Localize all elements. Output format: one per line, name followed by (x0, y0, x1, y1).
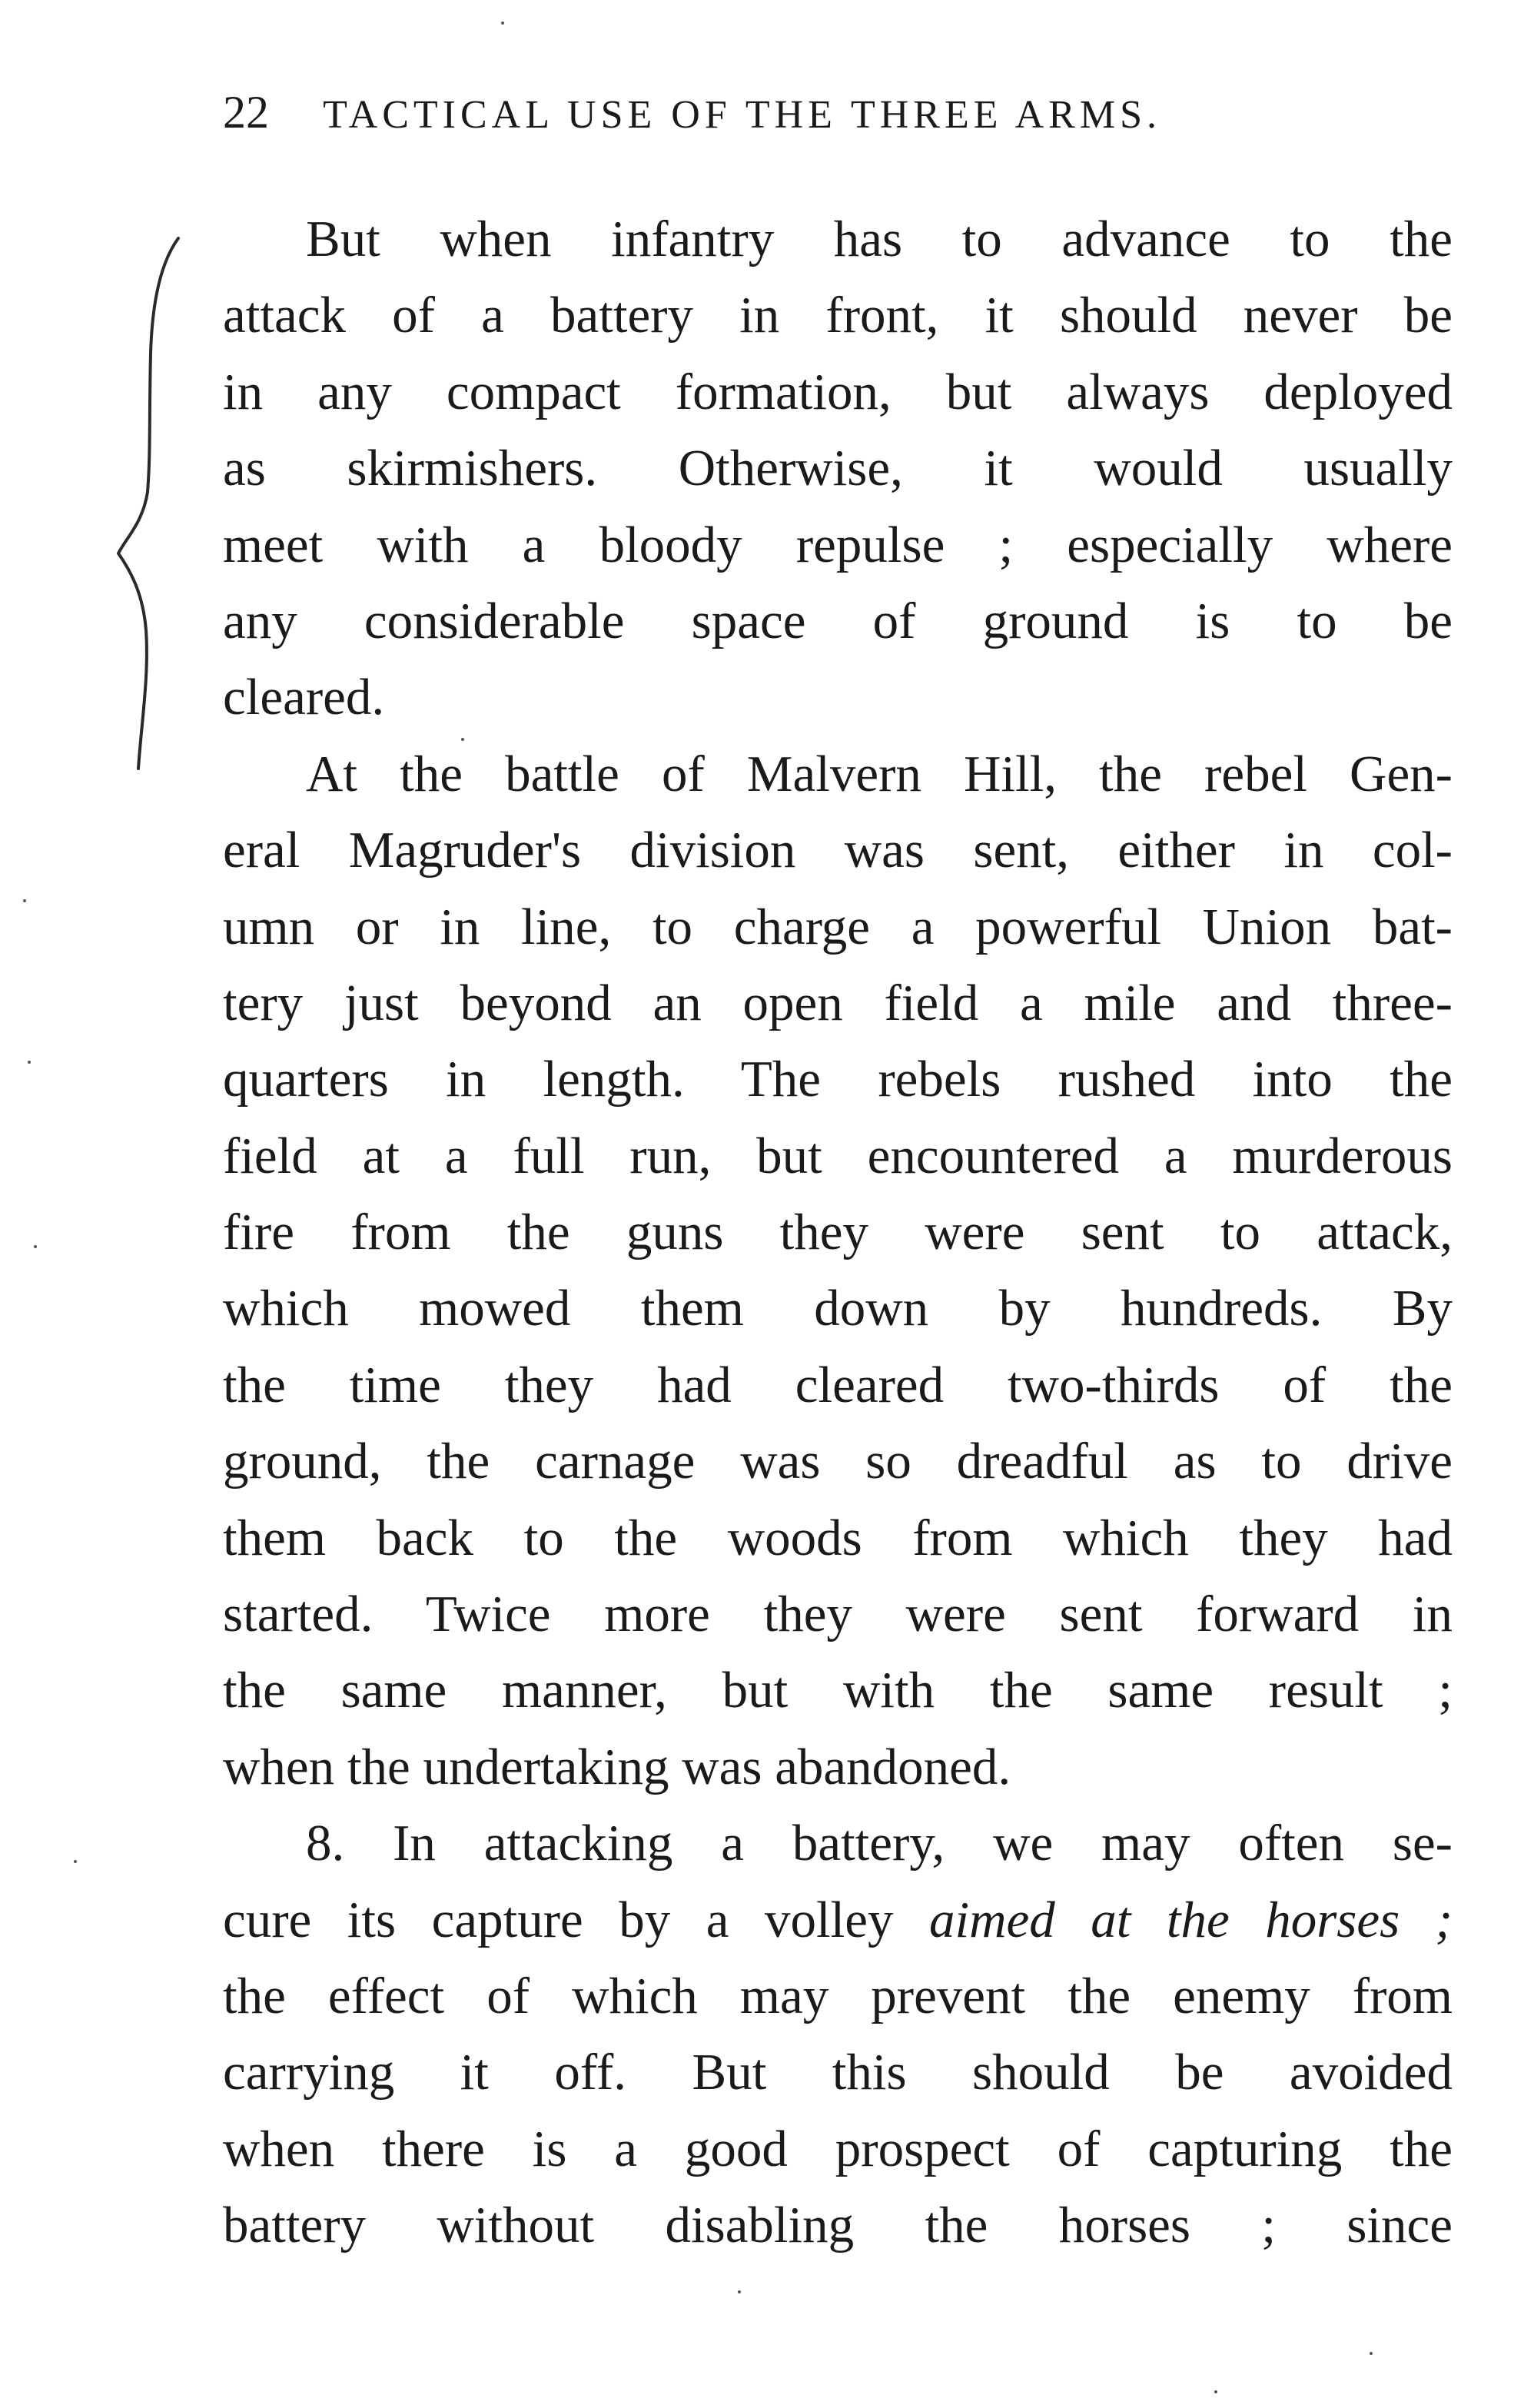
text-line: fire from the guns they were sent to attack, (223, 1204, 1453, 1261)
text-line-with-italic (223, 1882, 1453, 1958)
text-line: 8. In attacking a battery, we may often se- (306, 1815, 1453, 1872)
text-line: any considerable space of ground is to be (223, 592, 1453, 649)
print-speck (501, 22, 504, 25)
text-line: as skirmishers. Otherwise, it would usually (223, 440, 1453, 497)
text-line: But when infantry has to advance to the (306, 211, 1453, 267)
text-line: attack of a battery in front, it should never be (223, 287, 1453, 344)
text-line: field at a full run, but encountered a murderous (223, 1127, 1453, 1184)
text-line: which mowed them down by hundreds. By (223, 1280, 1453, 1337)
text-line: the same manner, but with the same result ; (223, 1662, 1453, 1719)
text-line: eral Magruder's division was sent, either in col- (223, 822, 1453, 879)
italic-phrase: aimed at the horses ; (928, 1891, 1453, 1948)
running-header (223, 86, 1322, 139)
text-line: in any compact formation, but always deployed (223, 363, 1453, 420)
text-line: tery just beyond an open field a mile and three- (223, 974, 1453, 1031)
print-speck (74, 1860, 77, 1863)
text-line: cleared. (223, 669, 385, 726)
print-speck (461, 738, 464, 741)
margin-bracket-mark (115, 231, 192, 799)
text-line: the time they had cleared two-thirds of the (223, 1356, 1453, 1413)
text-line: umn or in line, to charge a powerful Union bat- (223, 898, 1453, 955)
text-line: ground, the carnage was so dreadful as to drive (223, 1433, 1453, 1490)
text-line: quarters in length. The rebels rushed into the (223, 1051, 1453, 1108)
text-line: when the undertaking was abandoned. (223, 1738, 1011, 1795)
text-line: them back to the woods from which they had (223, 1509, 1453, 1566)
text-line: battery without disabling the horses ; since (223, 2197, 1453, 2254)
text-line: started. Twice more they were sent forward in (223, 1586, 1453, 1643)
text-line: the effect of which may prevent the enemy from (223, 1967, 1453, 2024)
body-text (223, 201, 1453, 2264)
text-line: carrying it off. But this should be avoided (223, 2044, 1453, 2101)
running-title: TACTICAL USE OF THE THREE ARMS. (323, 93, 1162, 137)
text-segment: cure its capture by a volley (223, 1891, 929, 1948)
print-speck (28, 1061, 31, 1064)
text-line: At the battle of Malvern Hill, the rebel Gen- (306, 745, 1453, 802)
print-speck (34, 1245, 37, 1248)
print-speck (23, 899, 26, 902)
page-number: 22 (223, 87, 269, 138)
print-speck (738, 2290, 741, 2293)
text-line: when there is a good prospect of capturing the (223, 2120, 1453, 2177)
text-line: meet with a bloody repulse ; especially where (223, 516, 1453, 573)
print-speck (1370, 2352, 1373, 2355)
print-speck (1214, 2390, 1217, 2393)
